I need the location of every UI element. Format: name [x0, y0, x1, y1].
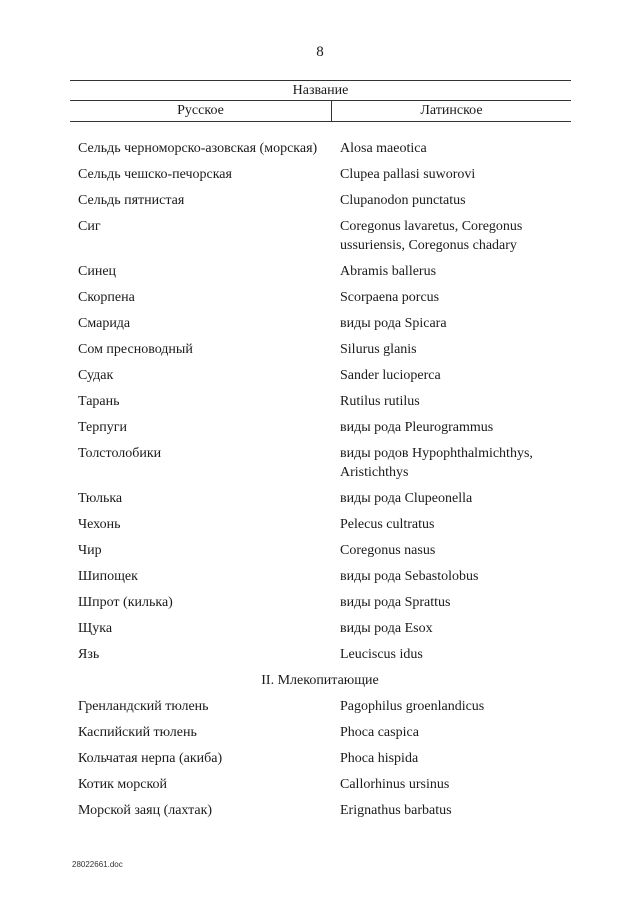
- table-row: [0, 217, 640, 255]
- column-header-latin: Латинское: [420, 103, 483, 118]
- table-row: [0, 775, 640, 794]
- latin-name-cell: Pelecus cultratus: [340, 517, 435, 532]
- russian-name-cell: Судак: [78, 368, 114, 383]
- table-row: [0, 801, 640, 820]
- russian-name-cell: Шипощек: [78, 569, 138, 584]
- table-row: [0, 366, 640, 385]
- latin-name-cell: Silurus glanis: [340, 342, 417, 357]
- russian-name-cell: Шпрот (килька): [78, 595, 173, 610]
- russian-name-cell: Сиг: [78, 219, 101, 234]
- table-row: [0, 619, 640, 638]
- russian-name-cell: Терпуги: [78, 420, 127, 435]
- table-header-title: Название: [292, 83, 349, 98]
- latin-name-cell: Leuciscus idus: [340, 647, 423, 662]
- table-columns-rule: [70, 121, 571, 122]
- latin-name-cell: Phoca hispida: [340, 751, 419, 766]
- mammal-rows: [0, 697, 640, 820]
- fish-rows: [0, 139, 640, 664]
- russian-name-cell: Чехонь: [78, 517, 121, 532]
- table-row: [0, 515, 640, 534]
- latin-name-cell: Coregonus nasus: [340, 543, 436, 558]
- russian-name-cell: Кольчатая нерпа (акиба): [78, 751, 223, 766]
- table-row: [0, 314, 640, 333]
- table-row: [0, 541, 640, 560]
- russian-name-cell: Смарида: [78, 316, 131, 331]
- russian-name-cell: Сельдь чешско-печорская: [78, 167, 232, 182]
- table-row: [0, 697, 640, 716]
- russian-name-cell: Толстолобики: [78, 446, 162, 461]
- russian-name-cell: Тюлька: [78, 491, 123, 506]
- latin-name-cell: Abramis ballerus: [340, 264, 437, 279]
- table-row: [0, 191, 640, 210]
- russian-name-cell: Скорпена: [78, 290, 135, 305]
- russian-name-cell: Синец: [78, 264, 117, 279]
- table-body: [0, 139, 640, 827]
- table-row: [0, 723, 640, 742]
- page-number: 8: [316, 44, 324, 60]
- russian-name-cell: Чир: [78, 543, 102, 558]
- russian-name-cell: Котик морской: [78, 777, 168, 792]
- latin-name-cell: Callorhinus ursinus: [340, 777, 450, 792]
- latin-name-cell: виды рода Spicara: [340, 316, 447, 331]
- russian-name-cell: Сельдь черноморско-азовская (морская): [78, 141, 318, 156]
- table-row: [0, 165, 640, 184]
- table-row: [0, 489, 640, 508]
- table-row: [0, 392, 640, 411]
- table-header-rule: [70, 100, 571, 101]
- table-row: [0, 418, 640, 437]
- latin-name-cell: Scorpaena porcus: [340, 290, 440, 305]
- table-row: [0, 749, 640, 768]
- latin-name-cell: Clupanodon punctatus: [340, 193, 466, 208]
- footer-filename: 28022661.doc: [72, 860, 123, 869]
- table-row: [0, 593, 640, 612]
- latin-name-cell: Phoca caspica: [340, 725, 419, 740]
- latin-name-cell: Coregonus lavaretus, Coregonus ussuriensis, Coregonus chadary: [340, 219, 523, 253]
- russian-name-cell: Язь: [78, 647, 100, 662]
- latin-name-cell: виды рода Esox: [340, 621, 433, 636]
- column-header-russian: Русское: [177, 103, 224, 118]
- table-row: [0, 567, 640, 586]
- table-row: [0, 288, 640, 307]
- russian-name-cell: Каспийский тюлень: [78, 725, 197, 740]
- latin-name-cell: виды рода Clupeonella: [340, 491, 473, 506]
- table-top-rule: [70, 80, 571, 81]
- russian-name-cell: Морской заяц (лахтак): [78, 803, 213, 818]
- table-row: [0, 444, 640, 482]
- russian-name-cell: Сельдь пятнистая: [78, 193, 185, 208]
- latin-name-cell: Clupea pallasi suworovi: [340, 167, 476, 182]
- latin-name-cell: виды рода Pleurogrammus: [340, 420, 494, 435]
- latin-name-cell: виды рода Sprattus: [340, 595, 451, 610]
- russian-name-cell: Щука: [78, 621, 113, 636]
- table-row: [0, 340, 640, 359]
- latin-name-cell: Erignathus barbatus: [340, 803, 452, 818]
- latin-name-cell: Rutilus rutilus: [340, 394, 420, 409]
- table-row: [0, 262, 640, 281]
- latin-name-cell: Sander lucioperca: [340, 368, 441, 383]
- table-row: [0, 139, 640, 158]
- latin-name-cell: виды рода Sebastolobus: [340, 569, 479, 584]
- russian-name-cell: Тарань: [78, 394, 120, 409]
- latin-name-cell: виды родов Hypophthalmichthys, Aristichthys: [340, 446, 533, 480]
- table-row: [0, 645, 640, 664]
- section-title-mammals: II. Млекопитающие: [261, 673, 379, 688]
- latin-name-cell: Pagophilus groenlandicus: [340, 699, 485, 714]
- russian-name-cell: Сом пресноводный: [78, 342, 193, 357]
- russian-name-cell: Гренландский тюлень: [78, 699, 209, 714]
- latin-name-cell: Alosa maeotica: [340, 141, 427, 156]
